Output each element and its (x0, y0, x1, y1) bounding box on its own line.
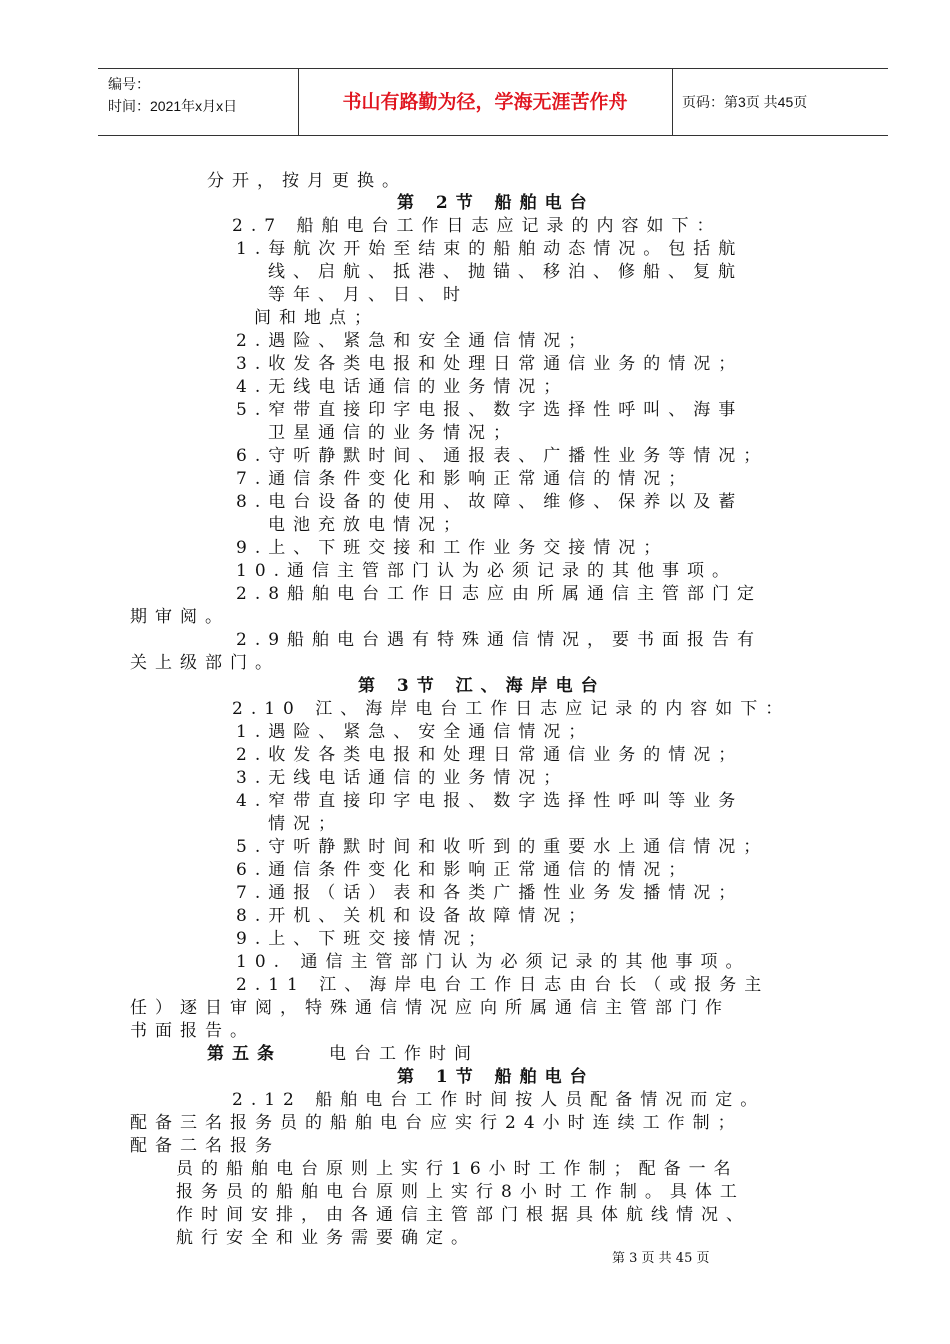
body-line: 2.10 江、海岸电台工作日志应记录的内容如下： (232, 699, 791, 719)
body-line: 配备三名报务员的船舶电台应实行24小时连续工作制； (130, 1113, 743, 1133)
body-line: 任）逐日审阅，特殊通信情况应向所属通信主管部门作 (130, 998, 730, 1018)
body-line: 线、启航、抵港、抛锚、移泊、修船、复航 (268, 262, 743, 282)
section-heading: 第 3节 江、海岸电台 (358, 676, 606, 696)
number-label: 编号： (108, 76, 150, 92)
list-item: 7.通报（话）表和各类广播性业务发播情况； (236, 883, 744, 903)
body-line: 卫星通信的业务情况； (268, 423, 518, 443)
article-title: 电台工作时间 (329, 1044, 479, 1064)
body-line: 2.7 船舶电台工作日志应记录的内容如下： (232, 216, 722, 236)
list-item: 1.每航次开始至结束的船舶动态情况。包括航 (236, 239, 744, 259)
page-header (98, 68, 888, 136)
list-item: 10. 通信主管部门认为必须记录的其他事项。 (236, 952, 751, 972)
section-heading: 第 2节 船舶电台 (397, 193, 595, 213)
list-item: 4.窄带直接印字电报、数字选择性呼叫等业务 (236, 791, 744, 811)
time-label: 时间：2021年x月x日 (108, 98, 238, 114)
body-line: 2.12 船舶电台工作时间按人员配备情况而定。 (232, 1090, 766, 1110)
list-item: 6.通信条件变化和影响正常通信的情况； (236, 860, 694, 880)
body-line: 报务员的船舶电台原则上实行8小时工作制。具体工 (176, 1182, 745, 1202)
section-heading: 第 1节 船舶电台 (397, 1067, 595, 1087)
body-line: 员的船舶电台原则上实行16小时工作制；配备一名 (176, 1159, 739, 1179)
list-item: 7.通信条件变化和影响正常通信的情况； (236, 469, 694, 489)
header-page-label: 页码：第3页 共45页 (682, 94, 808, 110)
body-line: 航行安全和业务需要确定。 (176, 1228, 476, 1248)
list-item: 10.通信主管部门认为必须记录的其他事项。 (236, 561, 738, 581)
body-line: 分开，按月更换。 (207, 171, 407, 191)
list-item: 8.电台设备的使用、故障、维修、保养以及蓄 (236, 492, 744, 512)
body-line: 2.9船舶电台遇有特殊通信情况，要书面报告有 (236, 630, 763, 650)
body-line: 配备二名报务 (130, 1136, 280, 1156)
header-divider (298, 69, 299, 135)
body-line: 情况； (268, 814, 343, 834)
page-footer: 第 3 页 共 45 页 (612, 1251, 710, 1266)
list-item: 9.上、下班交接情况； (236, 929, 494, 949)
body-line: 2.8船舶电台工作日志应由所属通信主管部门定 (236, 584, 763, 604)
header-motto: 书山有路勤为径，学海无涯苦作舟 (342, 91, 628, 113)
article-heading: 第五条 (207, 1044, 282, 1064)
header-divider (672, 69, 673, 135)
list-item: 5.守听静默时间和收听到的重要水上通信情况； (236, 837, 769, 857)
body-line: 书面报告。 (130, 1021, 255, 1041)
list-item: 9.上、下班交接和工作业务交接情况； (236, 538, 669, 558)
body-line: 2.11 江、海岸电台工作日志由台长（或报务主 (236, 975, 770, 995)
header-meta (108, 73, 298, 117)
body-line: 间和地点； (254, 308, 379, 328)
list-item: 2.收发各类电报和处理日常通信业务的情况； (236, 745, 744, 765)
list-item: 6.守听静默时间、通报表、广播性业务等情况； (236, 446, 769, 466)
body-line: 期审阅。 (130, 607, 230, 627)
body-line: 作时间安排，由各通信主管部门根据具体航线情况、 (176, 1205, 751, 1225)
body-line: 电池充放电情况； (268, 515, 468, 535)
list-item: 5.窄带直接印字电报、数字选择性呼叫、海事 (236, 400, 744, 420)
list-item: 2.遇险、紧急和安全通信情况； (236, 331, 594, 351)
list-item: 8.开机、关机和设备故障情况； (236, 906, 594, 926)
list-item: 3.收发各类电报和处理日常通信业务的情况； (236, 354, 744, 374)
list-item: 4.无线电话通信的业务情况； (236, 377, 569, 397)
list-item: 1.遇险、紧急、安全通信情况； (236, 722, 594, 742)
list-item: 3.无线电话通信的业务情况； (236, 768, 569, 788)
body-line: 等年、月、日、时 (268, 285, 468, 305)
body-line: 关上级部门。 (130, 653, 280, 673)
